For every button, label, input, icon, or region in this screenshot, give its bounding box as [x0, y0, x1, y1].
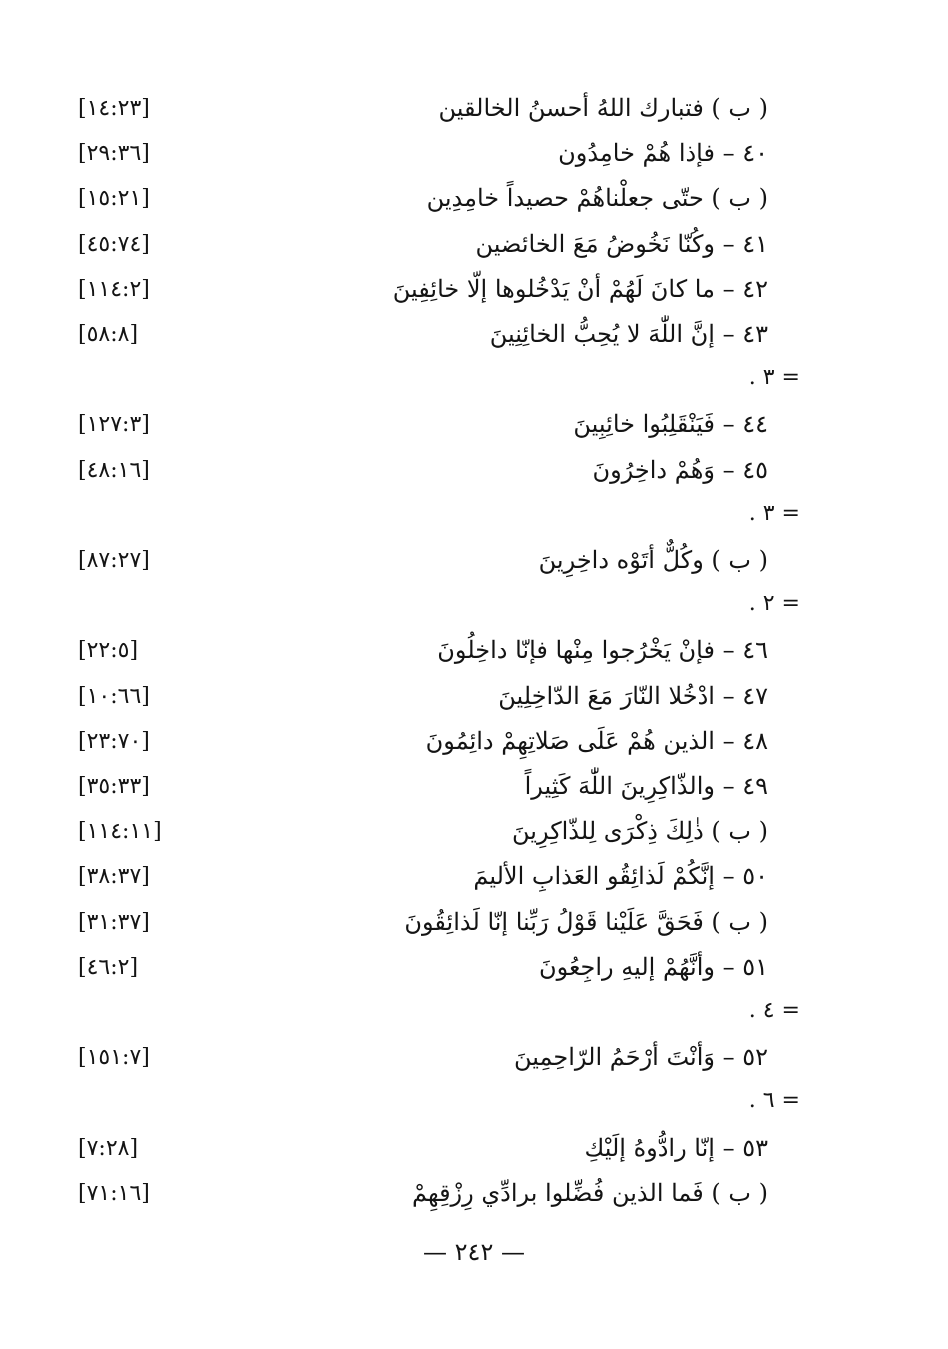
- verse-line: [0, 86, 948, 130]
- verse-text: ٤٠ – فإذا هُمْ خامِدُون: [558, 139, 768, 168]
- verse-text: ٥٣ – إنّا رادُّوهُ إلَيْكِ: [584, 1133, 768, 1162]
- verse-line: [0, 854, 948, 898]
- count-line: [0, 357, 948, 401]
- verse-reference: [٥٨:٨]: [78, 322, 139, 347]
- count-text: = ٢ .: [748, 591, 800, 617]
- verse-line: [0, 312, 948, 356]
- verse-reference: [١١٤:٢]: [78, 276, 150, 302]
- verse-text: ٥١ – وأنَّهُمْ إليهِ راجِعُونَ: [538, 952, 768, 981]
- page-number: — ٢٤٢ —: [423, 1238, 525, 1266]
- verse-line: [0, 267, 948, 311]
- verse-line: [0, 809, 948, 853]
- verse-reference: [٨٧:٢٧]: [78, 548, 150, 573]
- verse-line: [0, 222, 948, 266]
- verse-line: [0, 1126, 948, 1170]
- verse-line: [0, 1035, 948, 1079]
- verse-line: [0, 1171, 948, 1215]
- verse-text: ( ب ) فَما الذين فُضِّلوا برادِّي رِزْقِهِمْ: [412, 1178, 768, 1207]
- verse-text: ٥٢ – وَأنْتَ أرْحَمُ الرّاحِمِينَ: [514, 1043, 768, 1072]
- count-line: [0, 1080, 948, 1124]
- verse-text: ٤٣ – إنَّ اللّٰهَ لا يُحِبُّ الخائِنِينَ: [489, 320, 768, 348]
- verse-reference: [١٤:٢٣]: [78, 96, 150, 121]
- verse-text: ٤٧ – ادْخُلا النّارَ مَعَ الدّاخِلِينَ: [498, 681, 768, 710]
- verse-text: ( ب ) حتّى جعلْناهُمْ حصيداً خامِدِين: [426, 184, 768, 213]
- verse-line: [0, 764, 948, 808]
- verse-text: ( ب ) فَحَقَّ عَلَيْنا قَوْلُ رَبِّنا إنّا لَذائِقُونَ: [404, 907, 768, 936]
- verse-reference: [٧:٢٨]: [78, 1135, 139, 1161]
- verse-line: [0, 674, 948, 718]
- verse-reference: [٢٩:٣٦]: [78, 141, 150, 167]
- count-text: = ٤ .: [748, 998, 800, 1023]
- verse-text: ٤٤ – فَيَنْقَلِبُوا خائِبِينَ: [573, 410, 768, 439]
- verse-line: [0, 176, 948, 220]
- verse-text: ٤٢ – ما كانَ لَهُمْ أنْ يَدْخُلوها إلّا خائِفِينَ: [392, 274, 768, 303]
- count-text: = ٦ .: [748, 1088, 800, 1114]
- verse-line: [0, 402, 948, 446]
- verse-reference: [٤٦:٢]: [78, 954, 139, 980]
- verse-reference: [٧١:١٦]: [78, 1180, 150, 1206]
- verse-text: ٤٦ – فإنْ يَخْرُجوا مِنْها فإنّا داخِلُونَ: [437, 636, 768, 665]
- verse-reference: [١٢٧:٣]: [78, 412, 150, 438]
- count-line: [0, 583, 948, 627]
- verse-reference: [٤٨:١٦]: [78, 457, 150, 483]
- verse-reference: [١٥١:٧]: [78, 1045, 150, 1071]
- verse-reference: [١٠:٦٦]: [78, 683, 150, 709]
- verse-line: [0, 945, 948, 989]
- verse-reference: [٢٣:٧٠]: [78, 728, 150, 754]
- verse-line: [0, 131, 948, 175]
- count-text: = ٣ .: [748, 500, 800, 526]
- verse-reference: [١٥:٢١]: [78, 186, 150, 212]
- verse-reference: [٤٥:٧٤]: [78, 231, 150, 257]
- verse-line: [0, 628, 948, 672]
- verse-line: [0, 719, 948, 763]
- verse-text: ٤١ – وكُنّا نَخُوضُ مَعَ الخائضين: [475, 229, 768, 258]
- count-line: [0, 990, 948, 1034]
- verse-reference: [٣٨:٣٧]: [78, 864, 150, 890]
- count-line: [0, 493, 948, 537]
- verse-text: ٤٨ – الذين هُمْ عَلَى صَلاتِهِمْ دائِمُونَ: [425, 726, 768, 755]
- verse-text: ( ب ) ذٰلِكَ ذِكْرَى لِلذّاكِرِينَ: [512, 817, 768, 846]
- verse-line: [0, 538, 948, 582]
- verse-reference: [٣٥:٣٣]: [78, 774, 150, 799]
- count-text: = ٣ .: [748, 365, 800, 391]
- verse-reference: [٣١:٣٧]: [78, 909, 150, 935]
- verse-text: ٥٠ – إنَّكُمْ لَذائِقُو العَذابِ الأليمَ: [473, 862, 768, 891]
- verse-line: [0, 448, 948, 492]
- verse-text: ٤٥ – وَهُمْ داخِرُونَ: [592, 455, 768, 484]
- verse-text: ٤٩ – والذّاكِرِينَ اللّٰهَ كَثِيراً: [524, 772, 768, 800]
- verse-reference: [١١٤:١١]: [78, 819, 162, 845]
- verse-text: ( ب ) فتبارك اللهُ أحسنُ الخالقين: [438, 94, 768, 122]
- verse-text: ( ب ) وكُلٌّ أتَوْه داخِرِينَ: [538, 546, 768, 574]
- verse-reference: [٢٢:٥]: [78, 638, 139, 664]
- verse-line: [0, 900, 948, 944]
